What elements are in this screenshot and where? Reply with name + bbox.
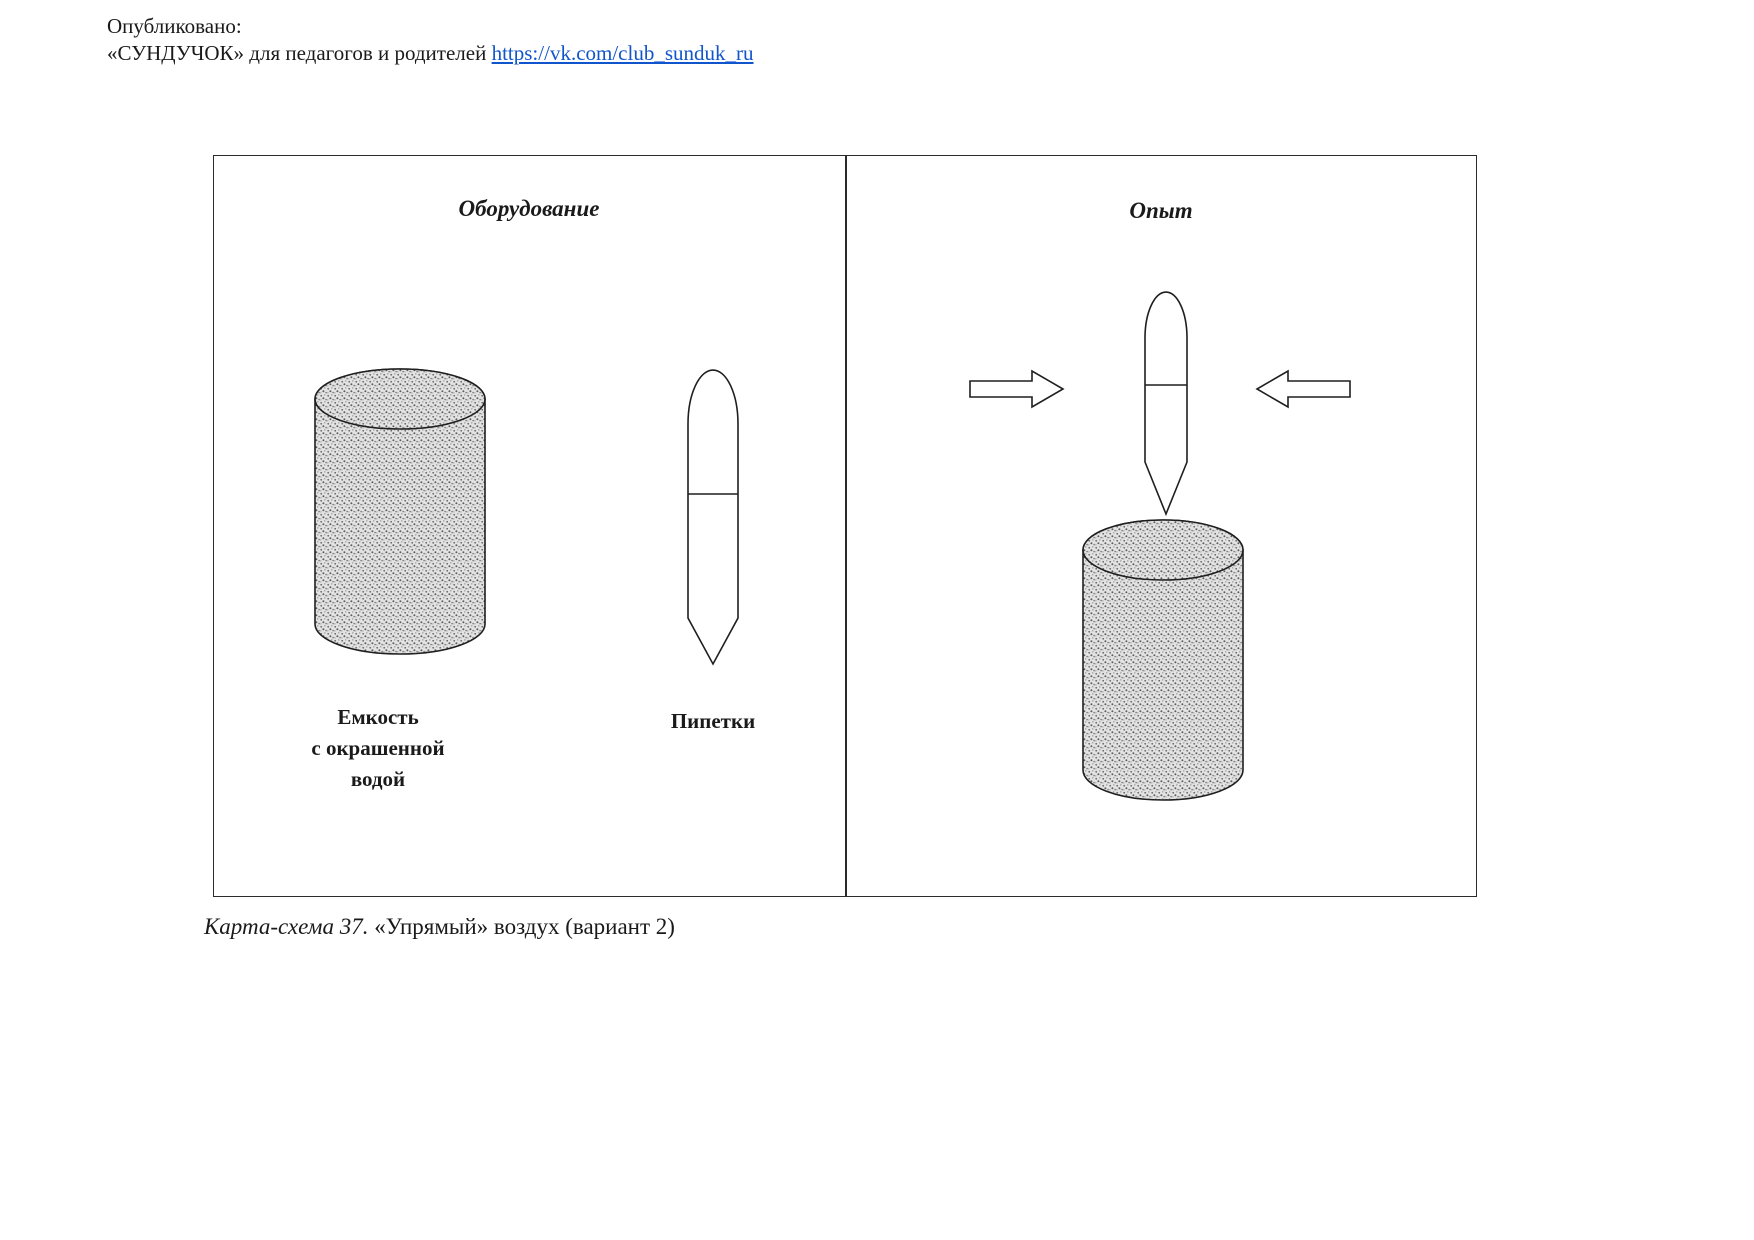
source-line [107, 40, 754, 67]
pipette-body [1145, 292, 1187, 514]
container-label-line1: Емкость [337, 705, 419, 729]
experiment-container-cylinder [1081, 518, 1245, 804]
panel-divider [845, 155, 847, 897]
right-panel-title: Опыт [1129, 198, 1193, 223]
source-text: «СУНДУЧОК» для педагогов и родителей [107, 41, 492, 65]
water-container-cylinder [313, 366, 487, 658]
arrow-right-icon [968, 368, 1066, 410]
published-label: Опубликовано: [107, 14, 242, 38]
container-label-line3: водой [350, 767, 406, 791]
cylinder-rim [315, 369, 485, 429]
pipette-illustration [684, 360, 742, 668]
pipette-label: Пипетки [670, 709, 756, 733]
vk-link[interactable]: https://vk.com/club_sunduk_ru [491, 41, 754, 65]
figure-caption [204, 914, 675, 940]
pipette-body [688, 370, 738, 664]
experiment-pipette-illustration [1142, 286, 1190, 518]
left-panel-title: Оборудование [458, 196, 600, 221]
container-label [258, 702, 498, 795]
caption-title: «Упрямый» воздух (вариант 2) [368, 914, 675, 939]
container-label-line2: с окрашенной [311, 736, 445, 760]
arrow-left-icon [1254, 368, 1352, 410]
cylinder-rim [1083, 520, 1243, 580]
caption-number: Карта-схема 37. [204, 914, 369, 939]
